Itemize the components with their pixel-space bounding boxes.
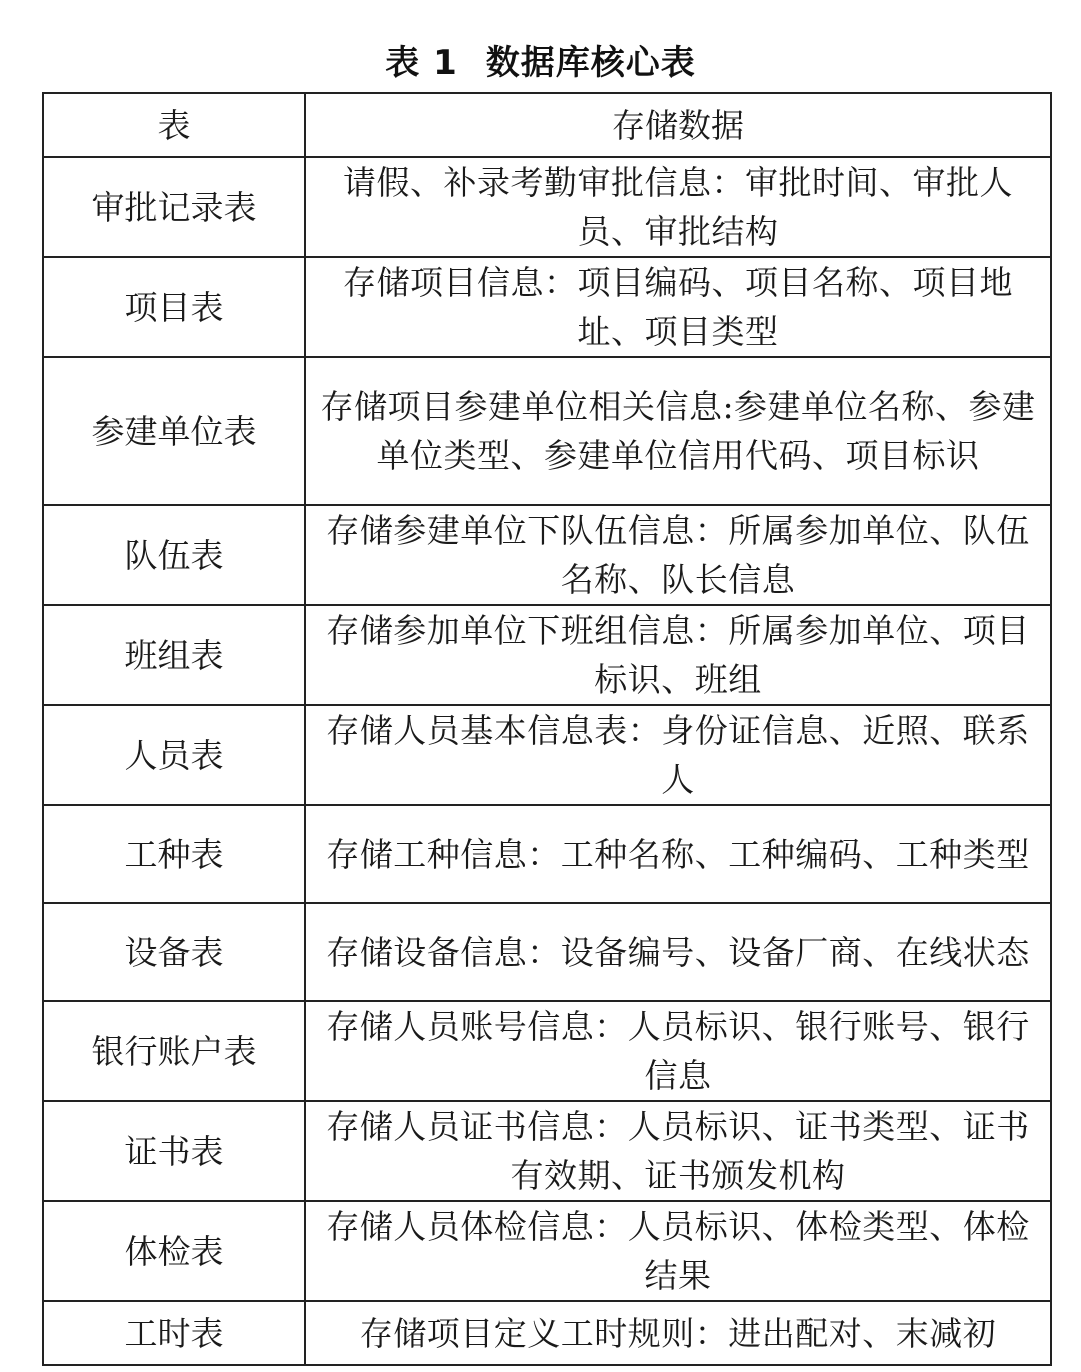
row-name: 工种表: [43, 805, 305, 903]
table-row: [43, 805, 1051, 903]
row-name: 银行账户表: [43, 1001, 305, 1101]
table-row: [43, 505, 1051, 605]
row-description: 存储项目参建单位相关信息:参建单位名称、参建单位类型、参建单位信用代码、项目标识: [305, 357, 1051, 505]
table-row: [43, 357, 1051, 505]
row-name: 班组表: [43, 605, 305, 705]
row-description: 存储工种信息：工种名称、工种编码、工种类型: [305, 805, 1051, 903]
row-description: 存储项目信息：项目编码、项目名称、项目地址、项目类型: [305, 257, 1051, 357]
row-name: 工时表: [43, 1301, 305, 1365]
core-tables-table: [42, 92, 1052, 1366]
row-description: 存储设备信息：设备编号、设备厂商、在线状态: [305, 903, 1051, 1001]
caption-title: 数据库核心表: [485, 43, 696, 83]
caption-number: 表 1: [385, 43, 458, 83]
row-description: 存储项目定义工时规则：进出配对、末减初: [305, 1301, 1051, 1365]
table-caption: [0, 38, 1081, 88]
row-name: 队伍表: [43, 505, 305, 605]
row-name: 体检表: [43, 1201, 305, 1301]
row-name: 人员表: [43, 705, 305, 805]
table-row: [43, 257, 1051, 357]
table-row: [43, 903, 1051, 1001]
header-row: [43, 93, 1051, 157]
row-description: 存储人员证书信息：人员标识、证书类型、证书有效期、证书颁发机构: [305, 1101, 1051, 1201]
row-name: 参建单位表: [43, 357, 305, 505]
row-description: 存储参加单位下班组信息：所属参加单位、项目标识、班组: [305, 605, 1051, 705]
table-row: [43, 605, 1051, 705]
row-description: 存储人员账号信息：人员标识、银行账号、银行信息: [305, 1001, 1051, 1101]
table-row: [43, 1301, 1051, 1365]
table-row: [43, 157, 1051, 257]
table-row: [43, 705, 1051, 805]
row-description: 请假、补录考勤审批信息：审批时间、审批人员、审批结构: [305, 157, 1051, 257]
table-row: [43, 1101, 1051, 1201]
row-description: 存储参建单位下队伍信息：所属参加单位、队伍名称、队长信息: [305, 505, 1051, 605]
row-description: 存储人员体检信息：人员标识、体检类型、体检结果: [305, 1201, 1051, 1301]
table-row: [43, 1201, 1051, 1301]
row-description: 存储人员基本信息表：身份证信息、近照、联系人: [305, 705, 1051, 805]
table-row: [43, 1001, 1051, 1101]
header-table-name: 表: [43, 93, 305, 157]
header-stored-data: 存储数据: [305, 93, 1051, 157]
row-name: 设备表: [43, 903, 305, 1001]
row-name: 项目表: [43, 257, 305, 357]
row-name: 审批记录表: [43, 157, 305, 257]
row-name: 证书表: [43, 1101, 305, 1201]
